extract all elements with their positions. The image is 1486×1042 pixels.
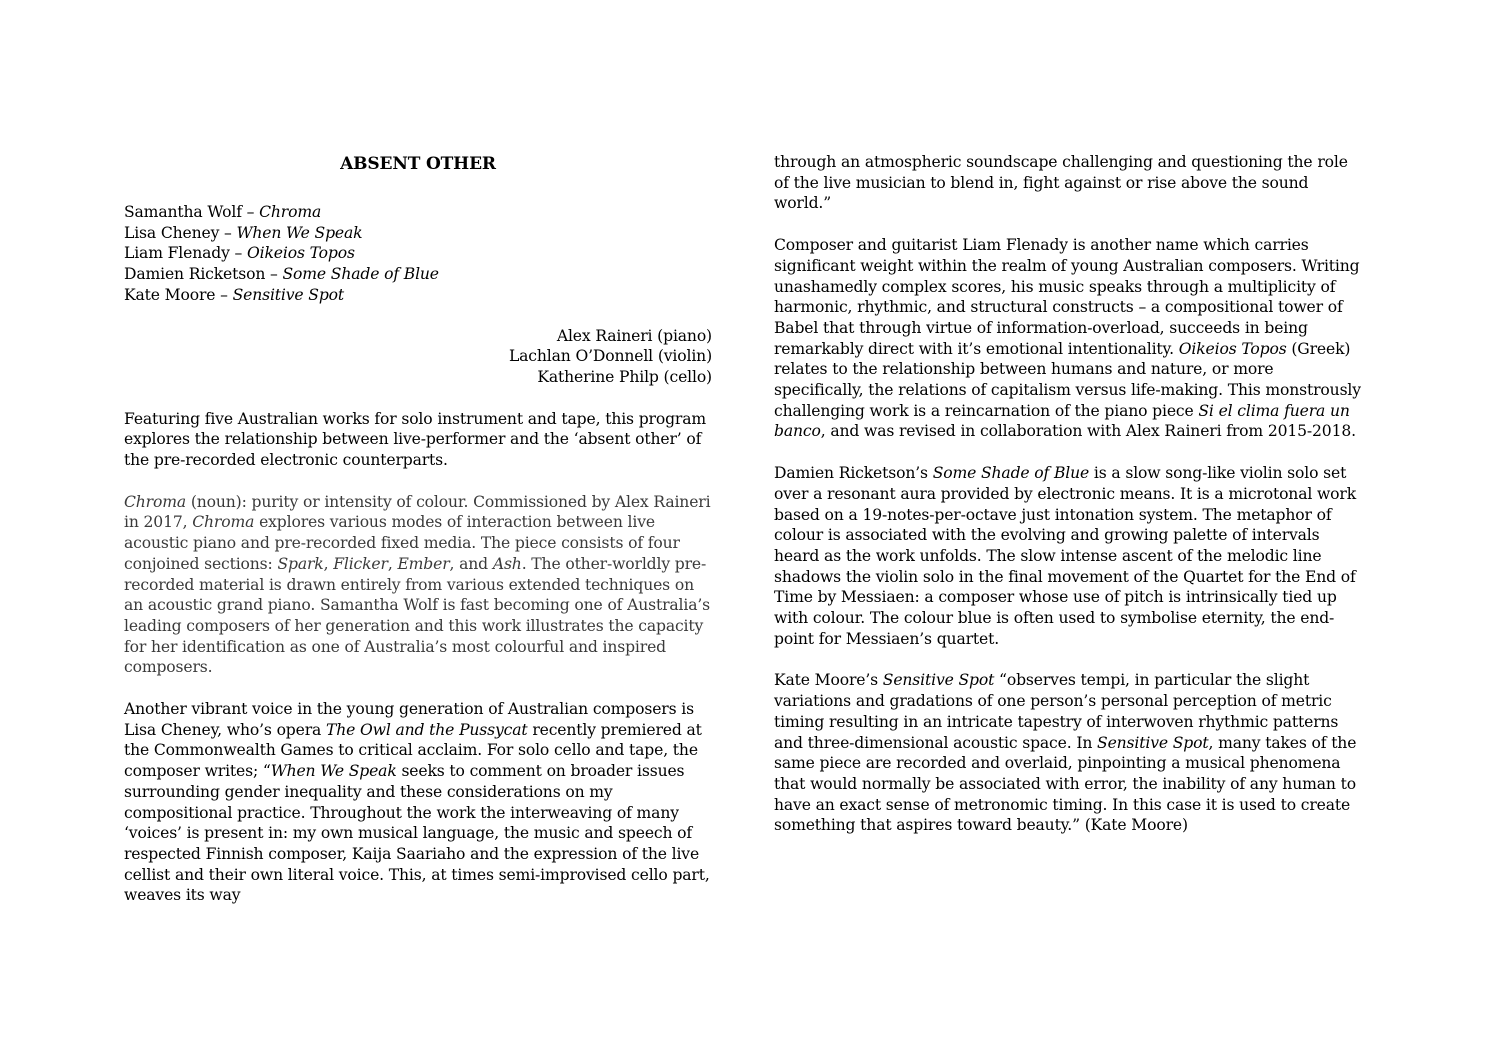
italic-title-text: Ember	[397, 554, 450, 573]
italic-title-text: Chroma	[124, 492, 187, 511]
program-item: Kate Moore – Sensitive Spot	[124, 285, 345, 304]
program-item: Lisa Cheney – When We Speak	[124, 223, 363, 242]
right-column	[774, 150, 1364, 836]
paragraph-text: Featuring five Australian works for solo instrument and tape, this program explores the relationship between live-performer and the ‘absent other’ of the pre-recorded electronic counterparts.	[124, 409, 707, 470]
performer-piano: Alex Raineri (piano)	[556, 326, 712, 345]
body-paragraph	[774, 463, 1364, 649]
paragraph-text: “observes tempi, in particular the slight variations and gradations of one person’s personal perception of metric timing resulting in an intricate tapestry of interwoven rhythmic patterns and three-dimensional acoustic space. In	[774, 671, 1339, 752]
paragraph-text: explores various modes of interaction between live acoustic piano and pre-recorded fixed media. The piece consists of four conjoined sections:	[124, 513, 680, 573]
italic-title-text: The Owl and the Pussycat	[325, 720, 528, 739]
right-paragraphs	[774, 152, 1364, 836]
paragraph-text: , and was revised in collaboration with Alex Raineri from 2015-2018.	[820, 422, 1356, 441]
paragraph-text: Kate Moore’s	[774, 671, 883, 690]
paragraph-text: . The other-worldly pre-recorded material is drawn entirely from various extended techniques on an acoustic grand piano. Samantha Wolf is fast becoming one of Australia’s leading composers of her generation and this work illustrates the capacity for her identification as one of Australia’s most colourful and inspired composers.	[124, 554, 711, 677]
program-item: Samantha Wolf – Chroma	[124, 203, 322, 221]
paragraph-text: is a slow song-like violin solo set over a resonant aura provided by electronic means. It is a microtonal work based on a 19-notes-per-octave just intonation system. The metaphor of colour is associated with the evolving and growing palette of intervals heard as the work unfolds. The slow intense ascent of the melodic line shadows the violin solo in the final movement of the Quartet for the End of Time by Messiaen: a composer whose use of pitch is intrinsically tied up with colour. The colour blue is often used to symbolise eternity, the end-point for Messiaen’s quartet.	[774, 464, 1357, 648]
paragraph-text: Composer and guitarist Liam Flenady is another name which carries significant weight within the realm of young Australian composers. Writing unashamedly complex scores, his music speaks through a multiplicity of harmonic, rhythmic, and structural constructs – a compositional tower of Babel that through virtue of information-overload, succeeds in being remarkably direct with it’s emotional intentionality.	[774, 236, 1360, 358]
paragraph-text: , and	[449, 554, 493, 573]
paragraph-text: , many takes of the same piece are recorded and overlaid, pinpointing a musical phenomena that would normally be associated with error, the inability of any human to have an exact sense of metronomic timing. In this case it is used to create something that aspires toward beauty.” (Kate Moore)	[774, 733, 1357, 835]
paragraph-text: (Greek) relates to the relationship between humans and nature, or more specifically, the relations of capitalism versus life-making. This monstrously challenging work is a reincarnation of the piano piece	[774, 339, 1361, 420]
paragraph-text: (noun): purity or intensity of colour. Commissioned by Alex Raineri in 2017,	[124, 492, 711, 532]
paragraph-text: ,	[387, 554, 398, 573]
italic-title-text: Sensitive Spot	[1097, 733, 1209, 752]
performer-cello: Katherine Philp (cello)	[537, 367, 712, 386]
left-column	[124, 150, 712, 906]
italic-title-text: When We Speak	[270, 762, 397, 781]
italic-title-text: Oikeios Topos	[1178, 339, 1287, 358]
body-paragraph	[774, 235, 1364, 442]
paragraph-text: Another vibrant voice in the young generation of Australian composers is Lisa Cheney, who’s opera	[124, 700, 694, 739]
body-paragraph	[774, 152, 1364, 214]
italic-title-text: Ash	[492, 554, 522, 573]
paragraph-text: through an atmospheric soundscape challenging and questioning the role of the live musician to blend in, fight against or rise above the sound world.”	[774, 153, 1348, 213]
program-item: Damien Ricketson – Some Shade of Blue	[124, 265, 439, 284]
italic-title-text: Si el clima fuera un banco	[774, 401, 1350, 441]
paragraph-text: Damien Ricketson’s	[774, 464, 933, 483]
performer-violin: Lachlan O’Donnell (violin)	[508, 347, 712, 366]
body-paragraph	[124, 409, 712, 471]
paragraph-text: recently premiered at the Commonwealth Games to critical acclaim. For solo cello and tape, the composer writes; “	[124, 720, 702, 781]
italic-title-text: Spark	[277, 554, 324, 573]
body-paragraph	[774, 670, 1364, 836]
italic-title-text: Chroma	[192, 513, 255, 532]
left-paragraphs	[124, 409, 712, 906]
italic-title-text: Flicker	[333, 554, 388, 573]
performers-list	[124, 326, 712, 388]
program-item: Liam Flenady – Oikeios Topos	[124, 244, 355, 263]
italic-title-text: Some Shade of Blue	[932, 464, 1090, 483]
italic-title-text: Sensitive Spot	[882, 671, 995, 690]
body-paragraph	[124, 699, 712, 906]
paragraph-text: ,	[323, 554, 334, 573]
page-title: ABSENT OTHER	[340, 154, 496, 174]
program-list	[124, 202, 712, 306]
body-paragraph	[124, 492, 712, 678]
paragraph-text: seeks to comment on broader issues surrounding gender inequality and these considerations on my compositional practice. Throughout the work the interweaving of many ‘voices’ is present in: my own musical language, the music and speech of respected Finnish composer, Kaija Saariaho and the expression of the live cellist and their own literal voice. This, at times semi-improvised cello part, weaves its way	[124, 762, 710, 905]
